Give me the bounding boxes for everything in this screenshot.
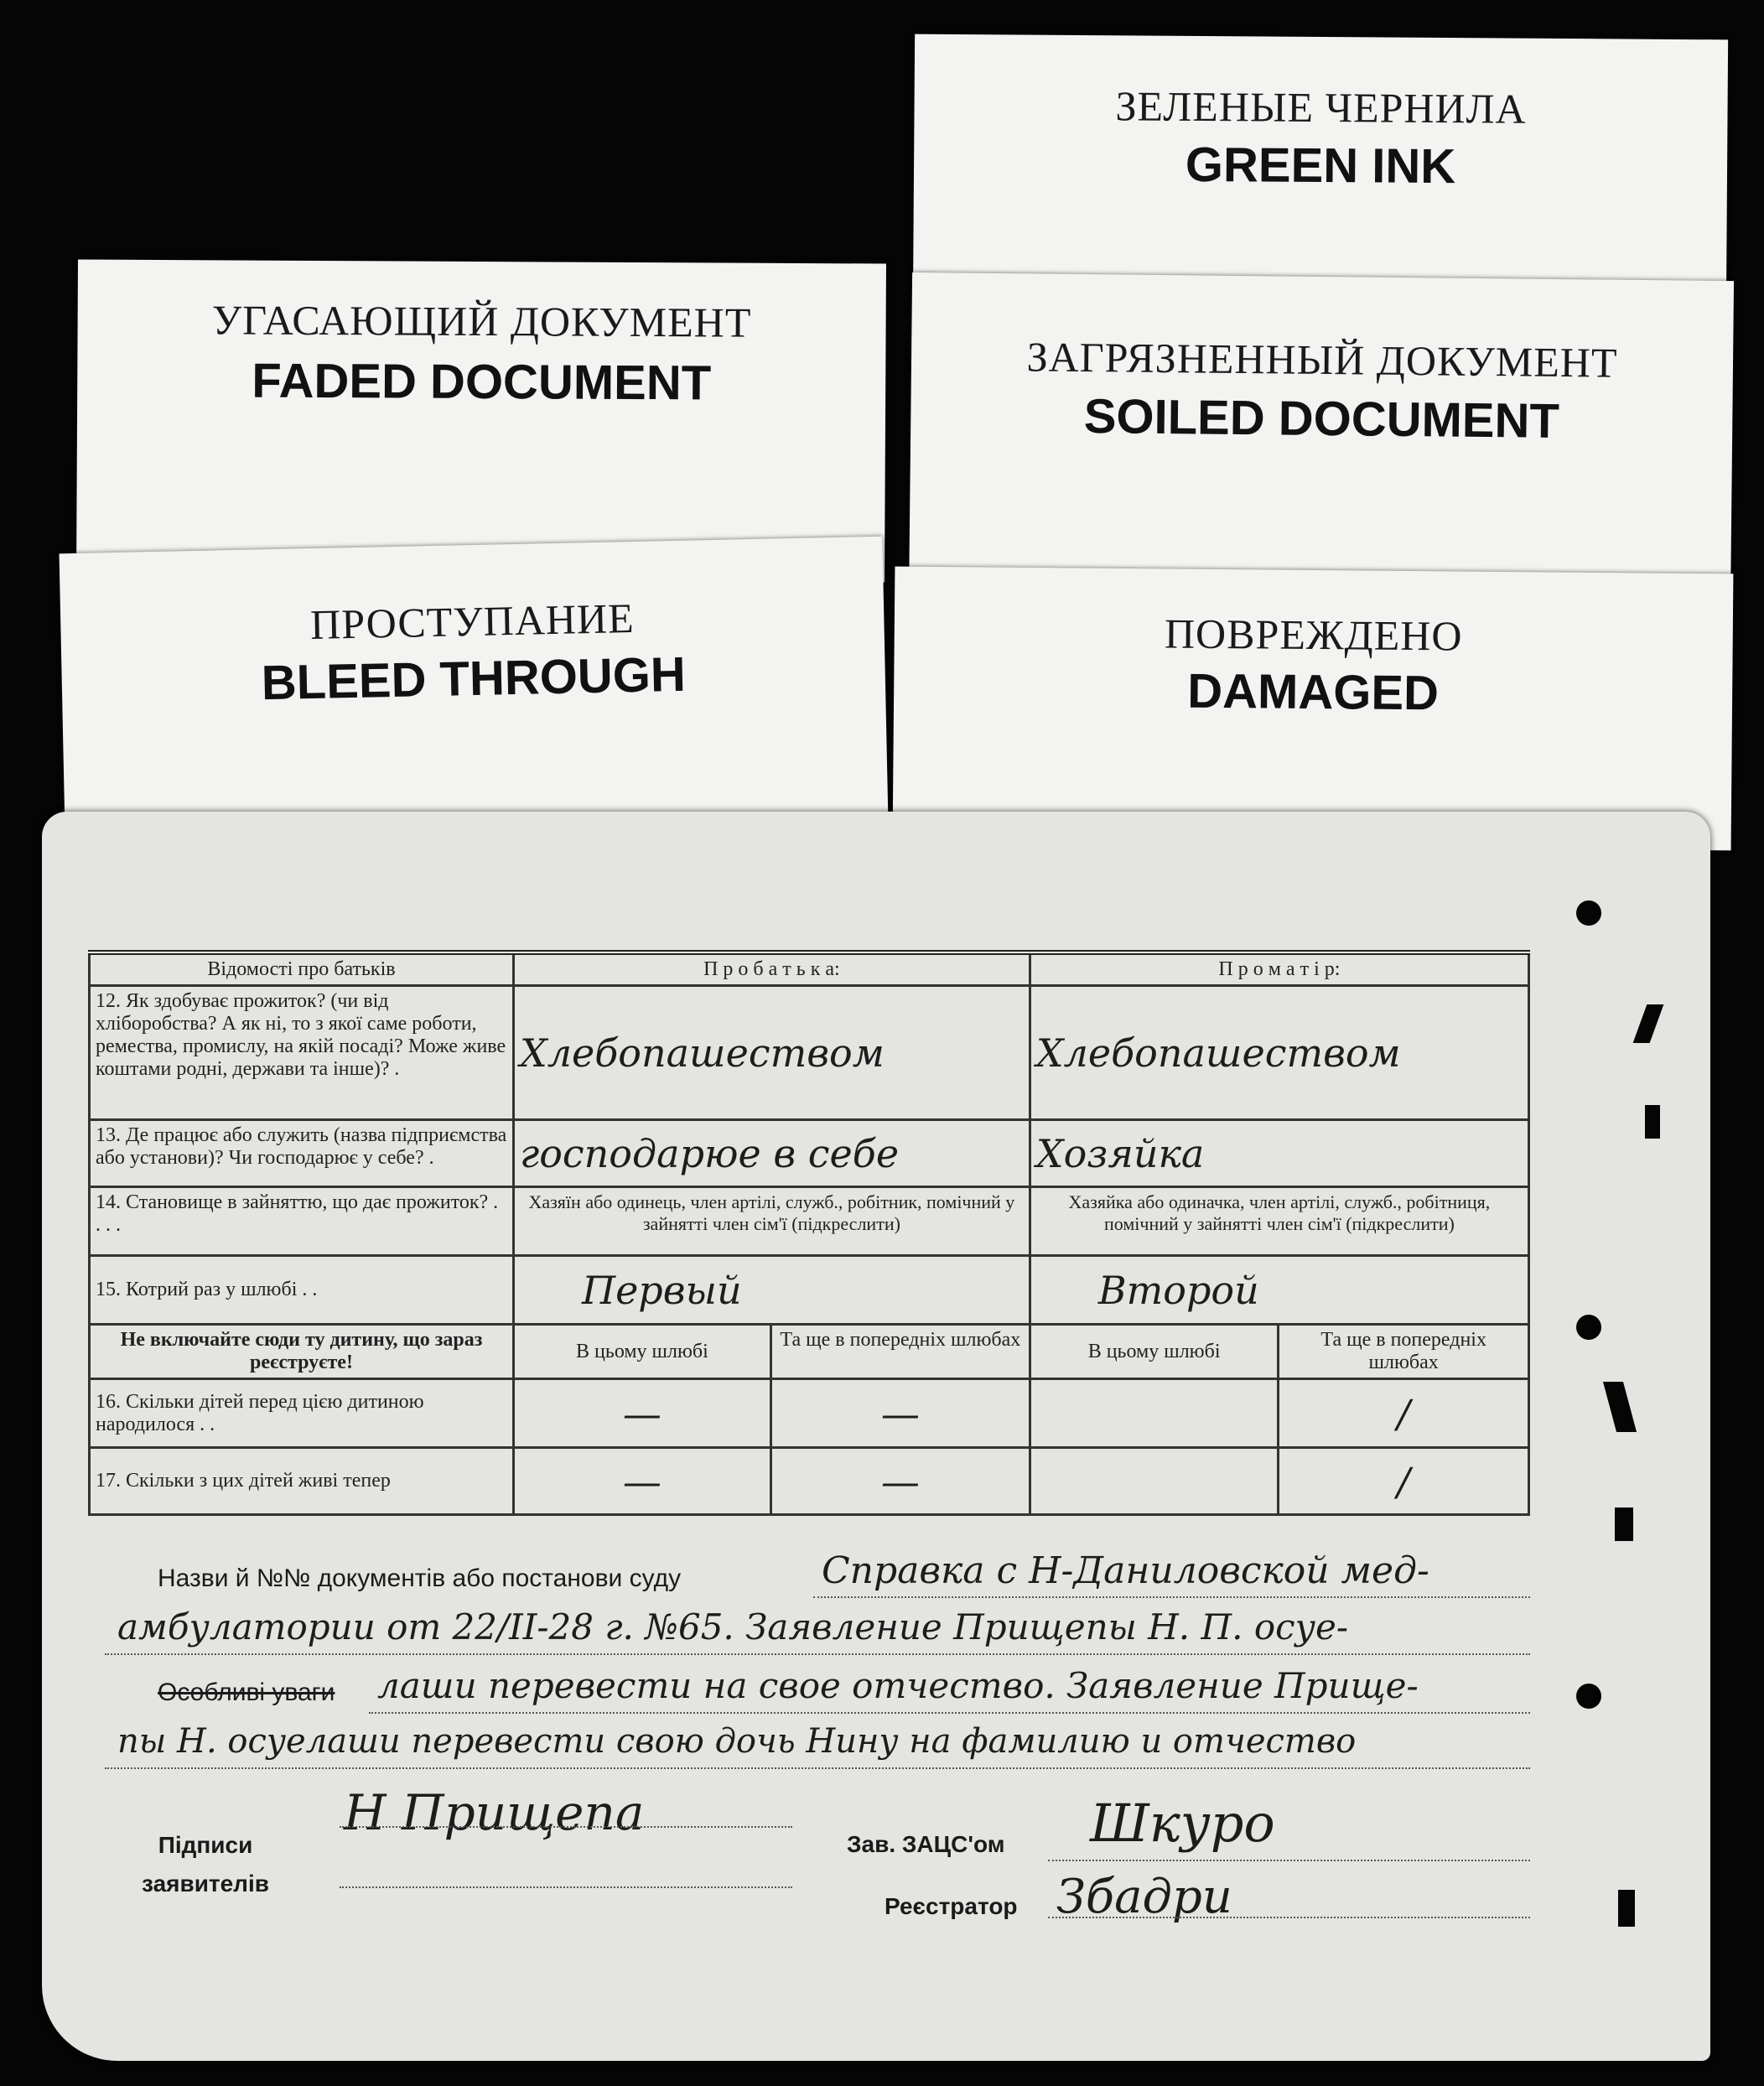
father-value: господарюе в себе [513,1120,1030,1187]
father-value: Первый [513,1256,1030,1325]
signature-line [1048,1860,1530,1861]
punch-hole [1576,1315,1601,1340]
children-warning: Не включайте сюди ту дитину, що зараз реєструєте! [90,1325,514,1379]
cell-value: / [1279,1448,1529,1515]
mother-value: Хлебопашеством [1030,986,1528,1120]
row-label: 13. Де працює або служить (назва підприємства або установи)? Чи господарює у себе? . [90,1120,514,1187]
edge-tear [1645,1105,1660,1139]
row-label: 14. Становище в зайняттю, що дає прожиток? . . . . [90,1187,514,1256]
dotted-line [369,1712,1530,1714]
label-en: BLEED THROUGH [261,646,687,711]
documents-text-line: пы Н. осуелаши перевести свою дочь Нину на фамилию и отчество [117,1722,1357,1761]
row-label: 15. Котрий раз у шлюбі . . [90,1256,514,1325]
remarks-label: Особливі уваги [158,1679,335,1706]
label-card-faded [76,259,886,582]
label-ru: ЗЕЛЕНЫЕ ЧЕРНИЛА [1115,82,1527,132]
documents-text-line: лаши перевести на свое отчество. Заявление Прище- [377,1665,1419,1706]
cell-value: — [770,1448,1030,1515]
mother-previous-marriages: Та ще в попередніх шлюбах [1279,1325,1529,1379]
label-ru: ПРОСТУПАНИЕ [309,594,636,649]
signatures-label: Підписи заявителів [142,1832,269,1897]
table-header-row [90,952,1529,986]
cell-value [1030,1379,1279,1448]
table-row [90,1187,1529,1256]
dotted-line [105,1653,1530,1655]
registration-form [42,812,1710,2061]
punch-hole [1576,1684,1601,1709]
head-signature: Шкуро [1090,1793,1275,1854]
label-en: GREEN INK [1185,137,1456,195]
father-value: Хазяїн або одинець, член артілі, служб., робітник, помічний у зайнятті член сім'ї (підкреслити) [513,1187,1030,1256]
registrar-label: Реєстратор [885,1893,1018,1919]
header-father: П р о б а т ь к а: [513,952,1030,986]
father-value: Хлебопашеством [513,986,1030,1120]
signature-line [1048,1917,1530,1918]
label-en: FADED DOCUMENT [252,353,712,411]
table-row [90,1379,1529,1448]
cell-value: / [1279,1379,1529,1448]
table-row [90,1120,1529,1187]
father-previous-marriages: Та ще в попередніх шлюбах [770,1325,1030,1379]
header-mother: П р о м а т і р: [1030,952,1528,986]
label-card-bleed-through [60,537,889,838]
header-parents-info: Відомості про батьків [90,952,514,986]
row-label: 12. Як здобуває прожиток? (чи від хліборобства? А як ні, то з якої саме роботи, ремества, промислу, на якій посаді? Може живе коштами родні, держави та інше)? . [90,986,514,1120]
label-en: DAMAGED [1187,663,1440,721]
label-ru: ПОВРЕЖДЕНО [1164,610,1463,660]
mother-value: Хозяйка [1030,1120,1528,1187]
table-row [90,1448,1529,1515]
label-en: SOILED DOCUMENT [1083,389,1560,449]
parents-info-table [88,950,1530,1516]
cell-value: — [513,1379,770,1448]
label-ru: ЗАГРЯЗНЕННЫЙ ДОКУМЕНТ [1026,333,1618,387]
documents-label: Назви й №№ документів або постанови суду [158,1564,682,1592]
documents-text-line: амбулатории от 22/II-28 г. №65. Заявление Прищепы Н. П. осуе- [117,1606,1349,1648]
dotted-line [105,1767,1530,1769]
mother-value: Хазяйка або одиначка, член артілі, служб., робітниця, помічний у зайнятті член сім'ї (підкреслити) [1030,1187,1528,1256]
label-ru: УГАСАЮЩИЙ ДОКУМЕНТ [211,296,752,346]
signature-line [340,1826,792,1828]
documents-text-line: Справка с Н-Даниловской мед- [822,1549,1429,1592]
children-header-row [90,1325,1529,1379]
table-row [90,1256,1529,1325]
cell-value: — [770,1379,1030,1448]
cell-value [1030,1448,1279,1515]
row-label: 17. Скільки з цих дітей живі тепер [90,1448,514,1515]
head-label: Зав. ЗАЦС'ом [847,1831,1005,1857]
edge-tear [1603,1382,1637,1432]
signature-line [340,1886,792,1888]
mother-in-this-marriage: В цьому шлюбі [1030,1325,1279,1379]
father-in-this-marriage: В цьому шлюбі [513,1325,770,1379]
mother-value: Второй [1030,1256,1528,1325]
cell-value: — [513,1448,770,1515]
dotted-line [813,1596,1530,1598]
applicant-signature: Н Прищепа [344,1784,645,1841]
edge-tear [1633,1004,1664,1043]
row-label: 16. Скільки дітей перед цією дитиною народилося . . [90,1379,514,1448]
edge-tear [1615,1507,1633,1541]
table-row [90,986,1529,1120]
registrar-signature: Збадри [1056,1870,1232,1924]
punch-hole [1576,900,1601,926]
edge-tear [1618,1890,1635,1927]
label-card-damaged [893,567,1734,851]
label-card-soiled [909,272,1734,616]
